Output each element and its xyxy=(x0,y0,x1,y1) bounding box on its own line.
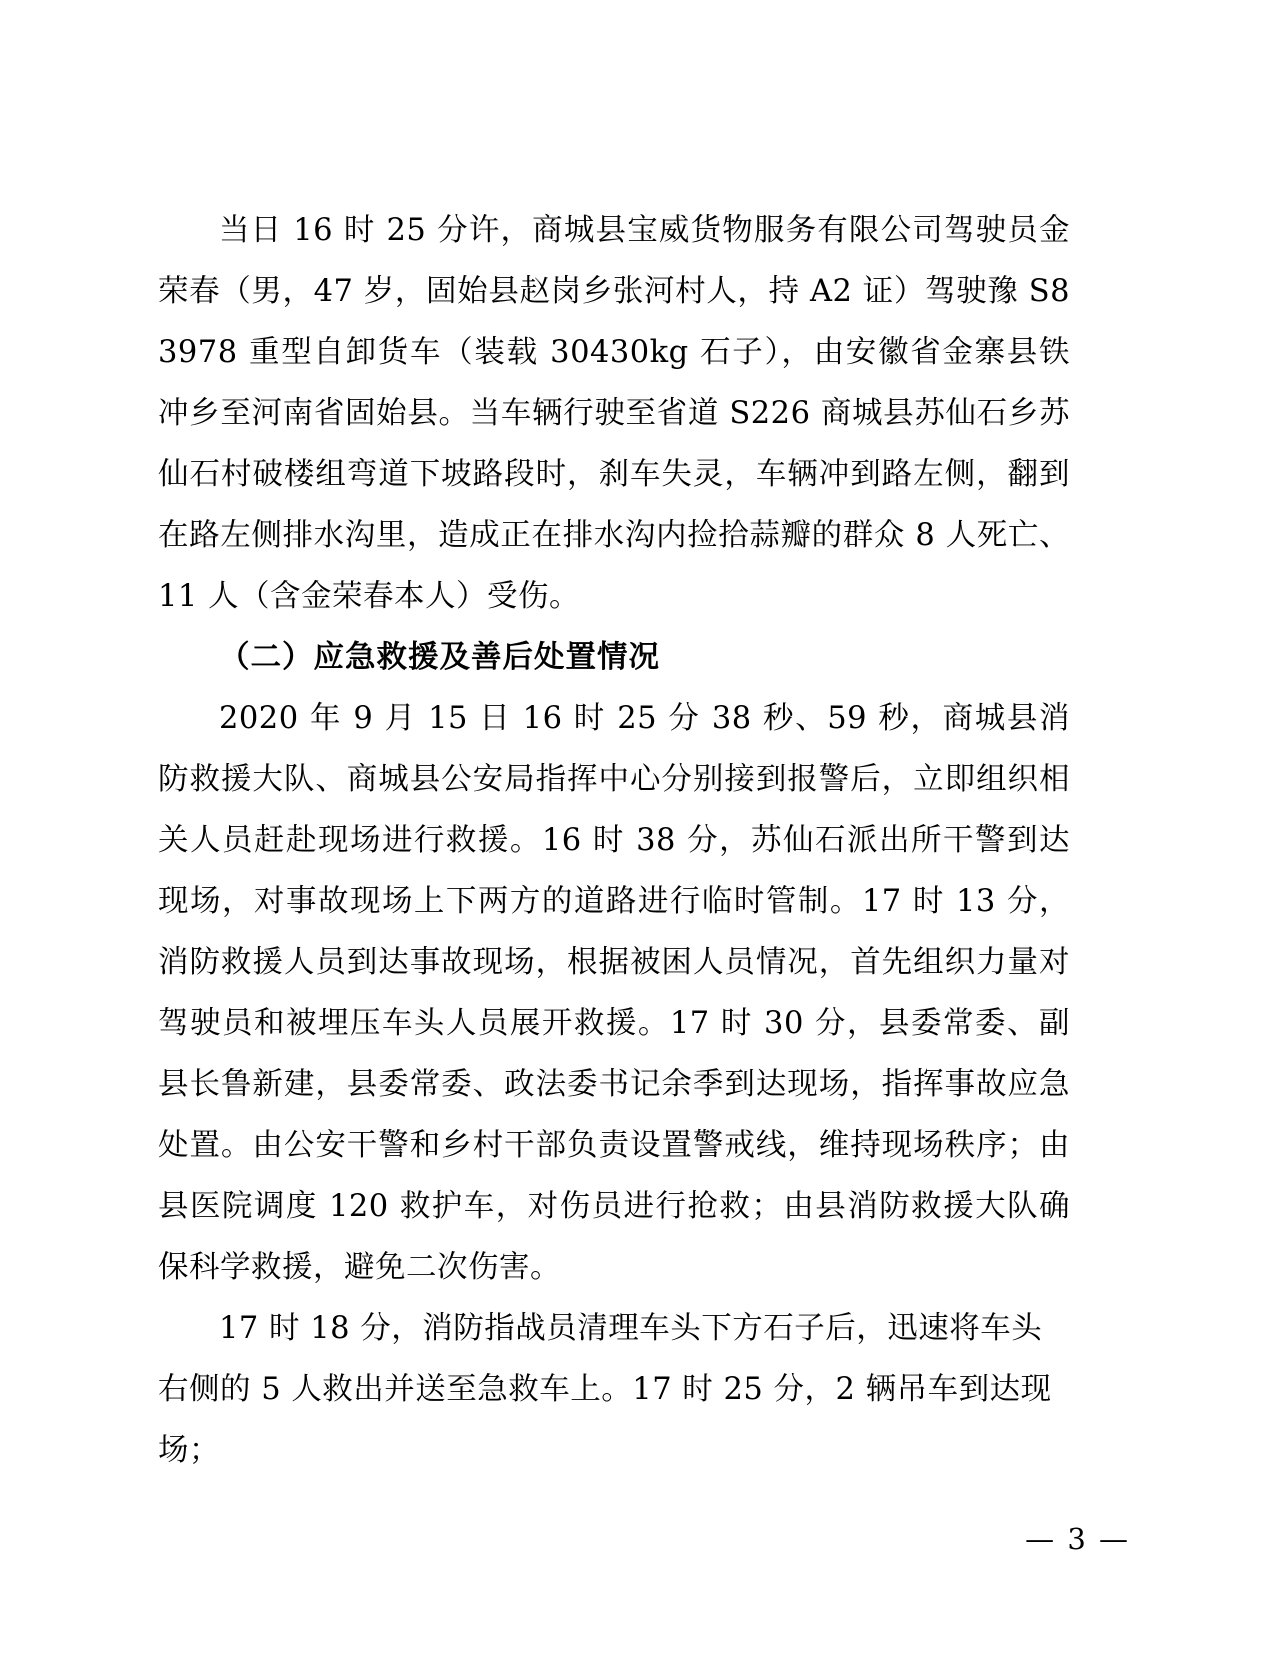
paragraph-rescue-response: 2020 年 9 月 15 日 16 时 25 分 38 秒、59 秒，商城县消防救援大队、商城县公安局指挥中心分别接到报警后，立即组织相关人员赶赴现场进行救援。16 时 38 分，苏仙石派出所干警到达现场，对事故现场上下两方的道路进行临时管制。17 时 13 分，消防救援人员到达事故现场，根据被困人员情况，首先组织力量对驾驶员和被埋压车头人员展开救援。17 时 30 分，县委常委、副县长鲁新建，县委常委、政法委书记余季到达现场，指挥事故应急处置。由公安干警和乡村干部负责设置警戒线，维持现场秩序；由县医院调度 120 救护车，对伤员进行抢救；由县消防救援大队确保科学救援，避免二次伤害。 xyxy=(158,701,1070,1285)
paragraph-accident-description: 当日 16 时 25 分许，商城县宝威货物服务有限公司驾驶员金荣春（男，47 岁，固始县赵岗乡张河村人，持 A2 证）驾驶豫 S83978 重型自卸货车（装载 30430kg 石子），由安徽省金寨县铁冲乡至河南省固始县。当车辆行驶至省道 S226 商城县苏仙石乡苏仙石村破楼组弯道下坡路段时，刹车失灵，车辆冲到路左侧，翻到在路左侧排水沟里，造成正在排水沟内捡拾蒜瓣的群众 8 人死亡、11 人（含金荣春本人）受伤。 xyxy=(158,213,1070,614)
paragraph-rescue-continued: 17 时 18 分，消防指战员清理车头下方石子后，迅速将车头右侧的 5 人救出并送至急救车上。17 时 25 分，2 辆吊车到达现场； xyxy=(158,1311,1052,1468)
page-content xyxy=(158,200,1070,1481)
section-heading-two: （二）应急救援及善后处置情况 xyxy=(219,639,660,675)
page-number: — 3 — xyxy=(1025,1522,1130,1556)
